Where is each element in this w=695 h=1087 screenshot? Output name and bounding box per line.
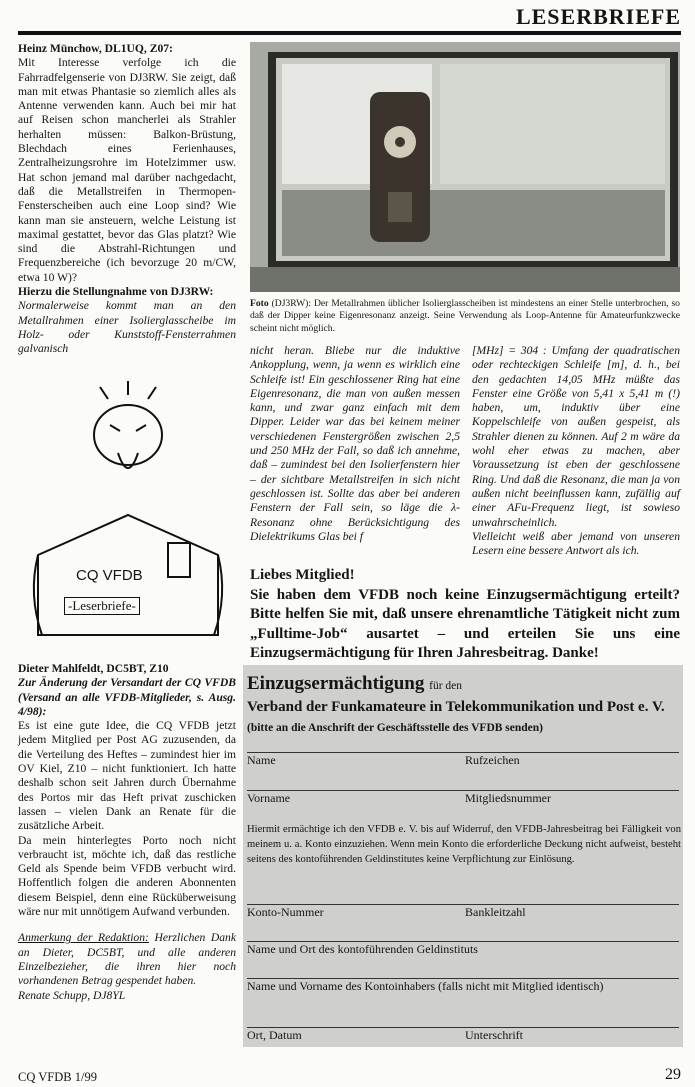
field-holder[interactable]: [247, 978, 679, 993]
label-holder: Name und Vorname des Kontoinhabers (falls nicht mit Mitglied identisch): [247, 979, 604, 993]
note-sign: Renate Schupp, DJ8YL: [18, 988, 126, 1002]
label-member-no: Mitgliedsnummer: [465, 791, 551, 805]
section-title: LESERBRIEFE: [515, 4, 681, 29]
reply-final: Vielleicht weiß aber jemand von unseren Lesern eine bessere Antwort als ich.: [472, 529, 680, 558]
form-title: [247, 673, 462, 695]
page-number: 29: [665, 1066, 681, 1083]
caption-label: Foto: [250, 298, 269, 309]
letter1-text: Mit Interesse verfolge ich die Fahrradfelgenserie von DJ3RW. Sie zeigt, daß man mit etwas Phantasie so ziemlich alles als Antenne verwenden kann. Auch bei mir hat auf Reisen schon mancherlei als Strahler herhalten müssen: Balkon-Brüstung, Blechdach eines Ferienhauses, Zentralheizungsrohre im Hotelzimmer usw. Hat schon jemand mal darüber nachgedacht, daß die Metallstreifen in Thermopen-Fensterscheiben auch eine Loop sind? Wie kann man sie ansteuern, welche Leistung ist maximal gestattet, bevor das Glas platzt? Wie sind die Abstrahl-Richtungen und Frequenzbereiche (ich bevorzuge 20 m/CW, etwa 10 W)?: [18, 56, 236, 284]
cartoon: [18, 375, 238, 655]
member-notice: [250, 566, 680, 664]
header-rule: [18, 31, 681, 35]
reply-heading: Hierzu die Stellungnahme von DJ3RW:: [18, 285, 214, 299]
form-title-small: für den: [429, 680, 462, 692]
footer-issue: CQ VFDB 1/99: [18, 1070, 97, 1084]
page-header: [0, 0, 695, 36]
notice-heading: Liebes Mitglied!: [250, 567, 355, 583]
photo-caption: [250, 298, 680, 335]
label-place-date: Ort, Datum: [247, 1028, 302, 1042]
photo-illustration: [250, 42, 680, 292]
window-dipper-photo: [250, 42, 680, 292]
cartoon-sign-sub: -Leserbriefe-: [64, 597, 140, 615]
caption-text: (DJ3RW): Der Metallrahmen üblicher Isolierglasscheiben ist mindestens an einer Stelle unterbrochen, so daß der Dipper keine Eigenresonanz anzeigt. Seine Verwendung als Loop-Antenne für Amateurfunkzwecke scheint nicht möglich.: [250, 298, 680, 334]
label-bank-name: Name und Ort des kontoführenden Geldinstituts: [247, 942, 478, 956]
label-name: Name: [247, 753, 276, 767]
form-org: [247, 697, 679, 738]
notice-text: Sie haben dem VFDB noch keine Einzugsermächtigung erteilt? Bitte helfen Sie mit, daß unsere ehrenamtliche Tätigkeit nicht zum „Fulltime-Job“ ausartet – und erteilen Sie uns eine Einzugsermächtigung für Ihren Jahresbeitrag. Danke!: [250, 586, 680, 661]
letter1-column: [18, 42, 236, 357]
form-title-text: Einzugsermächtigung: [247, 673, 425, 694]
letter2-author: Dieter Mahlfeldt, DC5BT, Z10: [18, 662, 169, 675]
field-account[interactable]: [247, 904, 679, 919]
authorization-text: Hiermit ermächtige ich den VFDB e. V. bis auf Widerruf, den VFDB-Jahresbeitrag bei Fälligkeit von meinem u. a. Konto einzuziehen. Wenn mein Konto die erforderliche Deckung nicht aufweist, besteht seitens des kontoführenden Geldinstitutes keine Verpflichtung zur Einlösung.: [247, 824, 681, 865]
form-org-note: (bitte an die Anschrift der Geschäftsstelle des VFDB senden): [247, 722, 544, 734]
cartoon-sign-title: CQ VFDB: [76, 567, 143, 584]
field-bank-name[interactable]: [247, 941, 679, 956]
label-bank-code: Bankleitzahl: [465, 905, 526, 919]
reply-middle: nicht heran. Bliebe nur die induktive Ankopplung, wenn, ja wenn es wirklich eine Schleife ist! Ein geschlossener Ring hat eine Eigenresonanz, die man von außen messen kann, und zwar ganz einfach mit dem Dipper. Leider war das bei keinem meiner verschiedenen Fenstergrößen zwischen 2,5 und 250 MHz der Fall, so daß ich annehme, daß – zumindest bei den Isolierfenstern hier – der sichtbare Metallstreifen in sich nicht geschlossen ist. Sollte das aber bei anderen Fenstern der Fall sein, so läge die λ-Resonanz ohne Berücksichtigung des Dielektrikums Glas bei f: [250, 344, 460, 543]
form-org-name: Verband der Funkamateure in Telekommunikation und Post e. V.: [247, 699, 665, 715]
reply-end: [MHz] = 304 : Umfang der quadratischen oder rechteckigen Schleife [m], d. h., bei den gedachten 14,05 MHz müßte das Fenster eine Größe von 5,41 x 5,41 m (!) haben, um, induktiv über eine Koppelschleife von außen gespeist, als Strahler dienen zu können. Auf 2 m wäre da wohl eher etwas zu machen, aber Voraussetzung ist eben der geschlossene Ring. Und daß die Resonanz, die man ja von außen nicht beeinflussen kann, zufällig auf einer AFu-Frequenz liegt, ist sowieso unwahrscheinlich.: [472, 344, 680, 529]
field-name[interactable]: [247, 752, 679, 767]
reply-start: Normalerweise kommt man an den Metallrahmen einer Isolierglasscheibe im Holz- oder Kunststoff-Fensterrahmen galvanisch: [18, 299, 236, 356]
label-callsign: Rufzeichen: [465, 753, 520, 767]
note-text: Herzlichen Dank an Dieter, DC5BT, und alle anderen Einzelbezieher, die ihren hier noch vorhandenen Betrag gespendet haben.: [18, 931, 236, 988]
field-place-date[interactable]: [247, 1027, 679, 1042]
letter2-text2: Da mein hinterlegtes Porto noch nicht verbraucht ist, möchte ich, daß das restliche Geld als Spende beim VFDB verbucht wird. Hoffentlich folgen die anderen Abonnenten diesem Beispiel, denn eine Rücküberweisung wäre nur mit unnötigem Aufwand verbunden.: [18, 833, 236, 919]
letter2-column: [18, 662, 236, 1003]
letter1-author: Heinz Münchow, DL1UQ, Z07:: [18, 42, 173, 55]
letter2-subject: Zur Änderung der Versandart der CQ VFDB (Versand an alle VFDB-Mitglieder, s. Ausg. 4/98):: [18, 676, 236, 718]
label-firstname: Vorname: [247, 791, 291, 805]
note-label: Anmerkung der Redaktion:: [18, 931, 149, 945]
letter2-text1: Es ist eine gute Idee, die CQ VFDB jetzt jedem Mitglied per Post AG zuzusenden, da die Verteilung des Heftes – zumindest hier im OV Kiel, Z10 – nicht funktioniert. Ich hatte deshalb schon seit Jahren durch Übernahme des Portos mir das Heft privat zuschicken lassen – vielen Dank an Renate für die zusätzliche Arbeit.: [18, 719, 236, 833]
label-account-no: Konto-Nummer: [247, 905, 324, 919]
reply-right-column: [472, 344, 680, 558]
direct-debit-form: [243, 665, 683, 1047]
field-firstname[interactable]: [247, 790, 679, 805]
label-signature: Unterschrift: [465, 1028, 523, 1042]
